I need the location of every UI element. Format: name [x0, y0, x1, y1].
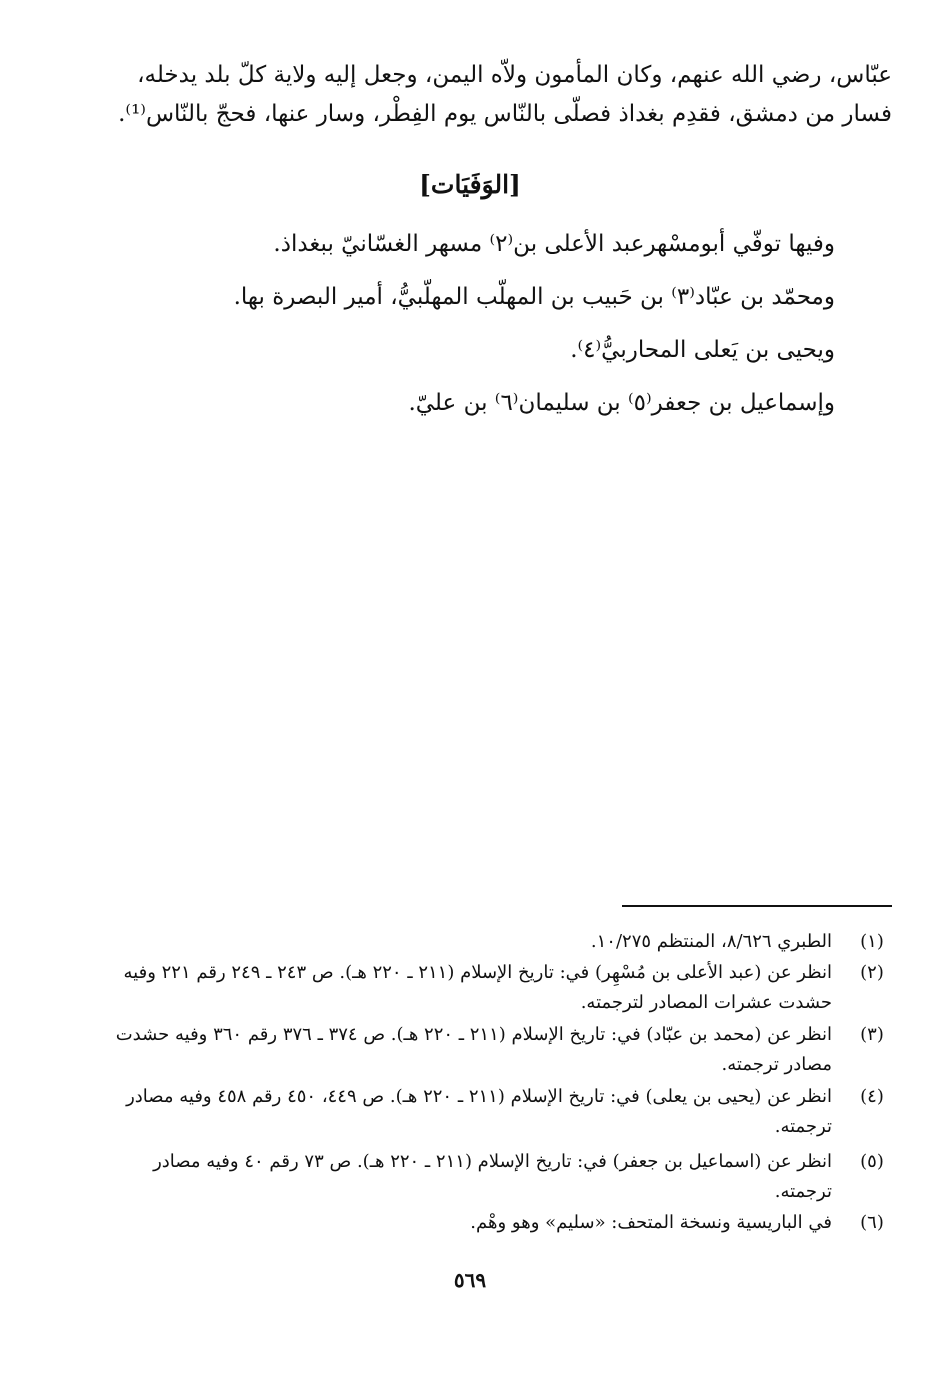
footnote [92, 1020, 892, 1080]
footnote [92, 927, 892, 957]
footnote-number: (٦) [860, 1212, 884, 1233]
footnote-text: انظر عن (عبد الأعلى بن مُسْهِر) في: تاريخ الإسلام (٢١١ ـ ٢٢٠ هـ). ص ٢٤٣ ـ ٢٤٩ رقم ٢٢١ وفيه حشدت عشرات المصادر لترجمته. [123, 962, 832, 1013]
death-entry: وفيها توفّي أبومسْهرعبد الأعلى بن⁽٢⁾ مسهر الغسّانيّ ببغداذ. [273, 231, 835, 257]
footnote-text: الطبري ٨/٦٢٦، المنتظم ١٠/٢٧٥. [590, 931, 832, 952]
footnote-text: انظر عن (اسماعيل بن جعفر) في: تاريخ الإسلام (٢١١ ـ ٢٢٠ هـ). ص ٧٣ رقم ٤٠ وفيه مصادر ترجمته. [153, 1151, 832, 1202]
footnote-number: (٥) [860, 1151, 884, 1172]
section-title: [الوَفَيَات] [419, 170, 521, 199]
footnote-text: انظر عن (محمد بن عبّاد) في: تاريخ الإسلام (٢١١ ـ ٢٢٠ هـ). ص ٣٧٤ ـ ٣٧٦ رقم ٣٦٠ وفيه حشدت مصادر ترجمته. [115, 1024, 832, 1075]
footnote-number: (١) [860, 931, 884, 952]
footnote-number: (٤) [860, 1086, 884, 1107]
footnote [92, 958, 892, 1018]
footnote-text: انظر عن (يحيى بن يعلى) في: تاريخ الإسلام (٢١١ ـ ٢٢٠ هـ). ص ٤٤٩، ٤٥٠ رقم ٤٥٨ وفيه مصادر ترجمته. [126, 1086, 832, 1137]
footnote [92, 1082, 892, 1142]
intro-line-2: فسار من دمشق، فقدِم بغداذ فصلّى بالنّاس يوم الفِطْر، وسار عنها، فحجّ بالنّاس⁽¹⁾. [118, 101, 892, 127]
death-entry: وإسماعيل بن جعفر⁽٥⁾ بن سليمان⁽٦⁾ بن عليّ. [408, 390, 835, 416]
footnote-number: (٢) [860, 962, 884, 983]
death-entry: ومحمّد بن عبّاد⁽٣⁾ بن حَبيب بن المهلّب المهلّبيُّ، أمير البصرة بها. [233, 284, 835, 310]
footnote-number: (٣) [860, 1024, 884, 1045]
footnote [92, 1147, 892, 1207]
footnote-divider [622, 905, 892, 907]
death-entry: ويحيى بن يَعلى المحاربيُّ⁽٤⁾. [570, 337, 835, 363]
footnote [92, 1208, 892, 1238]
intro-line-1: عبّاس، رضي الله عنهم، وكان المأمون ولاّه اليمن، وجعل إليه ولاية كلّ بلد يدخله، [137, 62, 892, 88]
footnote-text: في الباريسية ونسخة المتحف: «سليم» وهو وهْم. [470, 1212, 832, 1233]
page-number: ٥٦٩ [453, 1268, 487, 1292]
